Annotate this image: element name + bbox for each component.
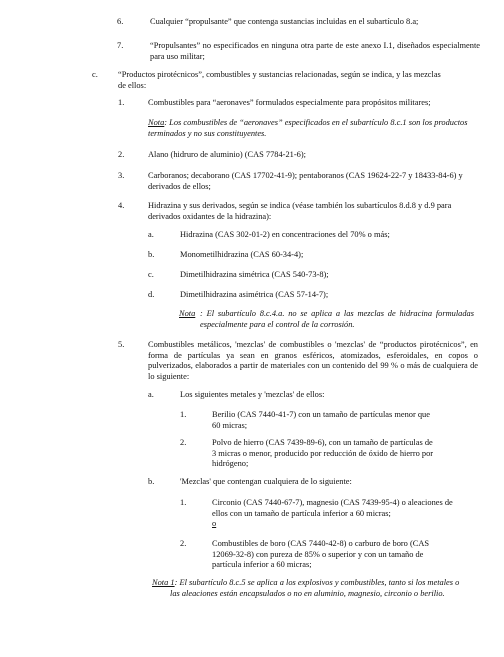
item-number: 1.	[180, 498, 187, 507]
item-number: 1.	[180, 410, 187, 419]
note-label: Nota	[179, 309, 196, 318]
item-text	[212, 498, 458, 530]
note	[152, 578, 462, 599]
item-number: c.	[92, 70, 98, 79]
item-text: Monometilhidrazina (CAS 60-34-4);	[180, 250, 304, 259]
item-number: 5.	[118, 340, 125, 349]
note-text: : El subartículo 8.c.5 se aplica a los explosivos y combustibles, tanto si los metales o las aleaciones están encapsulados o no en aluminio, magnesio, circonio o berilio.	[170, 578, 460, 598]
item-number: c.	[148, 270, 154, 279]
item-number: b.	[148, 477, 155, 486]
item-text: Dimetilhidrazina asimétrica (CAS 57-14-7);	[180, 290, 329, 299]
item-number: 3.	[118, 171, 125, 180]
item-number: b.	[148, 250, 155, 259]
note-text: : El subartículo 8.c.4.a. no se aplica a las mezclas de hidracina formuladas especialmente para el control de la corrosión.	[200, 309, 474, 329]
item-number: 2.	[180, 539, 187, 548]
item-number: 1.	[118, 98, 125, 107]
item-text: “Productos pirotécnicos”, combustibles y sustancias relacionadas, según se indica, y las mezclas de ellos:	[118, 70, 441, 90]
item-body: Circonio (CAS 7440-67-7), magnesio (CAS 7439-95-4) o aleaciones de ellos con un tamaño de partícula inferior a 60 micras;	[212, 498, 453, 518]
item-text: Combustibles metálicos, 'mezclas' de combustibles o 'mezclas' de “productos pirotécnicos”, en forma de partículas ya sean en granos esféricos, atomizados, esferoidales, en copos o pulverizados, elaborados a partir de materiales con un contenido del 99 % o más de cualquiera de lo siguiente:	[148, 340, 478, 381]
note	[148, 118, 478, 139]
item-text: Dimetilhidrazina simétrica (CAS 540-73-8);	[180, 270, 329, 279]
item-text: Berilio (CAS 7440-41-7) con un tamaño de partículas menor que 60 micras;	[212, 410, 430, 430]
item-text: Alano (hidruro de aluminio) (CAS 7784-21-6);	[148, 150, 306, 159]
note-label: Nota 1	[152, 578, 175, 587]
item-text: Hidrazina (CAS 302-01-2) en concentraciones del 70% o más;	[180, 230, 390, 239]
note-text: : Los combustibles de “aeronaves” especificados en el subartículo 8.c.1 son los productos terminados y no sus constituyentes.	[148, 118, 468, 138]
note-label: Nota	[148, 118, 165, 127]
item-text: Combustibles de boro (CAS 7440-42-8) o carburo de boro (CAS 12069-32-8) con pureza de 85% o superior y con un tamaño de partícula inferior a 60 micras;	[212, 539, 430, 570]
item-number: a.	[148, 390, 154, 399]
item-number: 7.	[117, 41, 124, 50]
item-number: 6.	[117, 17, 124, 26]
item-number: a.	[148, 230, 154, 239]
item-text: “Propulsantes” no especificados en ninguna otra parte de este anexo I.1, diseñados especialmente para uso militar;	[150, 41, 480, 61]
item-text: Cualquier “propulsante” que contenga sustancias incluidas en el subartículo 8.a;	[150, 17, 419, 26]
item-text: 'Mezclas' que contengan cualquiera de lo siguiente:	[180, 477, 352, 486]
item-number: 2.	[118, 150, 125, 159]
item-number: 2.	[180, 438, 187, 447]
item-number: 4.	[118, 201, 125, 210]
item-text: Los siguientes metales y 'mezclas' de ellos:	[180, 390, 325, 399]
item-text: Combustibles para “aeronaves” formulados especialmente para propósitos militares;	[148, 98, 431, 107]
item-text: Carboranos; decaborano (CAS 17702-41-9); pentaboranos (CAS 19624-22-7 y 18433-84-6) y derivados de ellos;	[148, 171, 463, 191]
item-tail: o	[212, 519, 217, 529]
item-text: Hidrazina y sus derivados, según se indica (véase también los subartículos 8.d.8 y d.9 para derivados oxidantes de la hidrazina):	[148, 201, 452, 221]
item-number: d.	[148, 290, 155, 299]
item-text: Polvo de hierro (CAS 7439-89-6), con un tamaño de partículas de 3 micras o menor, producido por reducción de óxido de hierro por hidrógeno;	[212, 438, 434, 469]
